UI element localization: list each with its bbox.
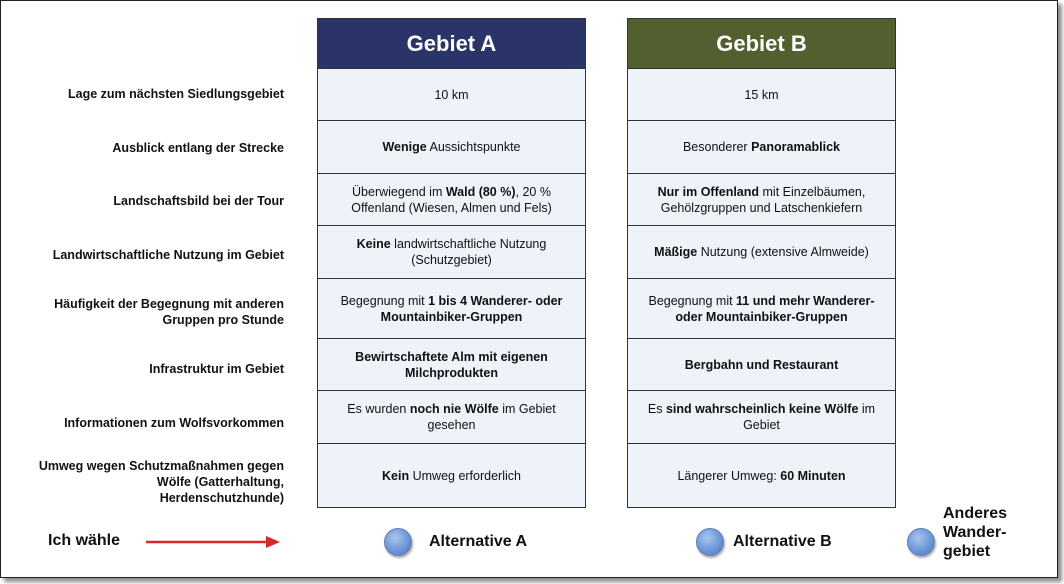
cell-b-row-8: [628, 443, 895, 507]
column-title-b: Gebiet B: [716, 30, 807, 56]
cell-text-bold: Kein: [382, 468, 410, 483]
cell-text-bold: Wenige: [382, 140, 427, 154]
cell-text-bold: noch nie Wölfe: [409, 402, 499, 416]
cell-text-regular: mit Einzelbäumen, Gehölzgruppen und Latschenkiefern: [660, 184, 866, 215]
cell-text-regular: , 20 % Offenland (Wiesen, Almen und Fels): [351, 184, 552, 215]
row-label-1: Lage zum nächsten Siedlungsgebiet: [67, 87, 284, 101]
cell-b-row-2: [628, 120, 895, 173]
column-header-a: [318, 19, 585, 68]
column-cells-b: [628, 68, 895, 507]
column-gebiet-a: [317, 18, 586, 508]
cell-text: [654, 244, 869, 260]
cell-text-bold: Mäßige: [654, 245, 698, 259]
cell-text-regular: Es wurden: [347, 402, 410, 416]
radio-alternative-b[interactable]: [696, 528, 724, 556]
row-label-7: Informationen zum Wolfsvorkommen: [64, 415, 284, 430]
choice-prompt: Ich wähle: [48, 532, 121, 549]
row-label-3: Landschaftsbild bei der Tour: [113, 194, 284, 208]
cell-text-bold: Bergbahn und Restaurant: [684, 357, 839, 372]
cell-text: [326, 401, 577, 433]
cell-text: [326, 236, 577, 268]
cell-text-regular: Umweg erforderlich: [409, 468, 521, 483]
cell-text-regular: Aussichtspunkte: [426, 140, 521, 154]
cell-text-regular: 15 km: [744, 87, 779, 102]
cell-b-row-7: [628, 390, 895, 443]
cell-a-row-2: [318, 120, 585, 173]
cell-text-regular: Längerer Umweg:: [677, 468, 781, 483]
cell-text-regular: Besonderer: [682, 140, 752, 154]
column-header-b: [628, 19, 895, 68]
cell-text-regular: 10 km: [434, 87, 469, 102]
cell-a-row-5: [318, 278, 585, 338]
cell-text: [326, 184, 577, 216]
cell-text-bold: Panoramablick: [751, 140, 841, 154]
cell-text-regular: Nutzung (extensive Almweide): [697, 245, 869, 259]
cell-text-regular: Begegnung mit: [340, 293, 429, 308]
cell-text: [683, 139, 840, 155]
cell-a-row-6: [318, 338, 585, 390]
cell-text: [382, 139, 520, 155]
cell-text: [382, 468, 521, 484]
row-label-6: Infrastruktur im Gebiet: [149, 362, 284, 376]
cell-text-regular: landwirtschaftliche Nutzung (Schutzgebiet): [390, 237, 547, 267]
cell-text: [434, 87, 468, 103]
cell-text-bold: Bewirtschaftete Alm mit eigenen Milchprodukten: [355, 349, 548, 380]
row-label-4: Landwirtschaftliche Nutzung im Gebiet: [52, 247, 284, 262]
column-title-a: Gebiet A: [406, 30, 497, 56]
cell-text: [326, 349, 577, 381]
cell-text-regular: Begegnung mit: [648, 293, 737, 308]
radio-alternative-a[interactable]: [384, 528, 412, 556]
radio-other-area[interactable]: [907, 528, 935, 556]
option-label-other: Anderes Wander-gebiet: [943, 505, 1008, 560]
cell-text-bold: 60 Minuten: [780, 468, 846, 483]
cell-text: [685, 357, 839, 373]
cell-text: [636, 401, 887, 433]
cell-text-bold: Keine: [356, 237, 391, 251]
cell-text-regular: im Gebiet gesehen: [427, 402, 556, 432]
arrow-right-icon: [146, 534, 282, 550]
column-cells-a: [318, 68, 585, 507]
row-label-5: Häufigkeit der Begegnung mit anderen Gruppen pro Stunde: [54, 297, 284, 327]
cell-b-row-6: [628, 338, 895, 390]
cell-text-bold: 11 und mehr Wanderer- oder Mountainbiker-Gruppen: [675, 293, 875, 324]
row-label-2: Ausblick entlang der Strecke: [112, 140, 284, 155]
cell-text-bold: 1 bis 4 Wanderer- oder Mountainbiker-Gruppen: [380, 293, 563, 324]
cell-a-row-8: [318, 443, 585, 507]
option-label-a: Alternative A: [429, 533, 528, 550]
cell-text: [636, 293, 887, 325]
cell-text: [636, 184, 887, 216]
cell-a-row-4: [318, 225, 585, 278]
cell-b-row-1: [628, 68, 895, 120]
cell-a-row-3: [318, 173, 585, 225]
cell-b-row-4: [628, 225, 895, 278]
cell-text-regular: Es: [647, 402, 666, 416]
cell-text-bold: Wald (80 %): [445, 184, 516, 199]
option-label-b: Alternative B: [733, 533, 832, 550]
cell-text: [677, 468, 845, 484]
column-gebiet-b: [627, 18, 896, 508]
cell-text: [744, 87, 778, 103]
cell-a-row-7: [318, 390, 585, 443]
cell-text-regular: im Gebiet: [743, 402, 876, 432]
cell-text: [326, 293, 577, 325]
cell-b-row-5: [628, 278, 895, 338]
cell-text-bold: Nur im Offenland: [657, 184, 760, 199]
cell-a-row-1: [318, 68, 585, 120]
row-label-8: Umweg wegen Schutzmaßnahmen gegen Wölfe (Gatterhaltung, Herdenschutzhunde): [38, 459, 284, 505]
cell-text-bold: sind wahrscheinlich keine Wölfe: [665, 402, 859, 416]
cell-text-regular: Überwiegend im: [352, 184, 446, 199]
cell-b-row-3: [628, 173, 895, 225]
